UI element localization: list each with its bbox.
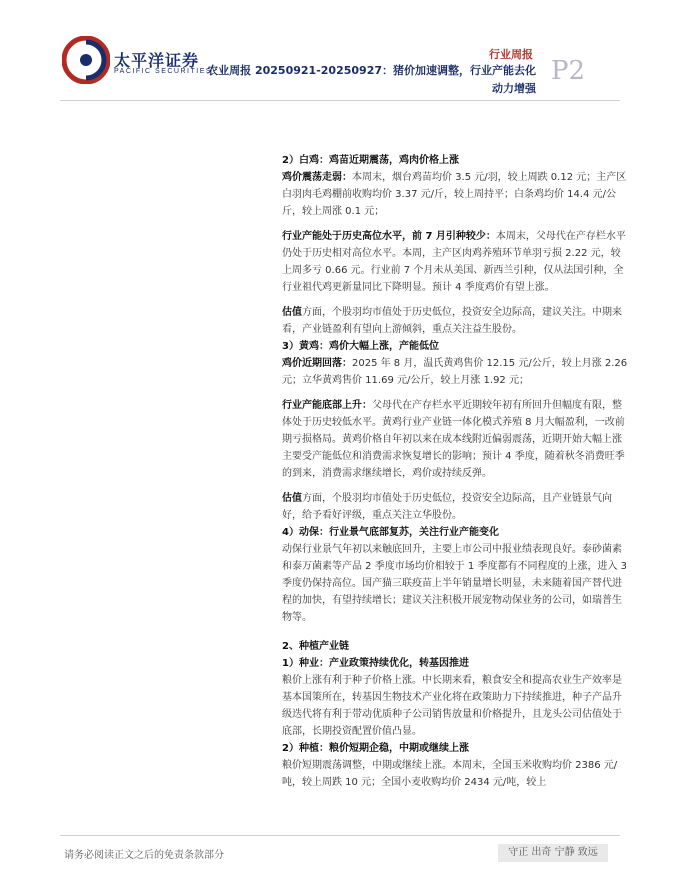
section-heading-white-chicken: 2）白鸡：鸡苗近期震荡，鸡肉价格上涨 — [282, 155, 459, 166]
paragraph-lead: 估值 — [282, 493, 302, 504]
paragraph: 粮价上涨有利于种子价格上涨。中长期来看，粮食安全和提高农业生产效率是基本国策所在，转基因生物技术产业化将在政策助力下持续推进，种子产品升级迭代将有利于带动优质种子公司销售放量和价格提升，且龙头公司估值处于底部，长期投资配置价值凸显。 — [282, 675, 622, 737]
paragraph — [282, 397, 629, 482]
doc-type-label: 行业周报 — [489, 48, 533, 61]
paragraph-text: 本周末，父母代在产存栏水平仍处于历史相对高位水平。本周，主产区肉鸡养殖环节单羽亏损 2.22 元，较上周多亏 0.66 元。行业前 7 个月未从美国、新西兰引种，仅从法国引种，全行业祖代鸡更新量同比下降明显。预计 4 季度鸡价有望上涨。 — [282, 231, 626, 293]
paragraph — [282, 228, 629, 296]
main-content — [282, 152, 629, 791]
brand-name-en: PACIFIC SECURITIES — [114, 68, 213, 75]
section-heading-yellow-chicken: 3）黄鸡：鸡价大幅上涨，产能低位 — [282, 341, 439, 352]
page-number: P2 — [551, 56, 586, 86]
brand-name-cn: 太平洋证券 — [114, 51, 200, 70]
footer-disclaimer: 请务必阅读正文之后的免责条款部分 — [64, 850, 224, 861]
paragraph — [282, 490, 629, 524]
report-title: 农业周报 20250921-20250927：猪价加速调整，行业产能去化动力增强 — [207, 64, 536, 95]
section-heading-animal-health: 4）动保：行业景气底部复苏，关注行业产能变化 — [282, 527, 499, 538]
paragraph-lead: 估值 — [282, 307, 302, 318]
header-divider — [60, 100, 620, 101]
section-heading-planting-chain: 2、种植产业链 — [282, 641, 349, 652]
paragraph-text: 方面，个股羽均市值处于历史低位，投资安全边际高，建议关注。中期来看，产业链盈利有望向上游倾斜，重点关注益生股份。 — [282, 307, 622, 335]
paragraph-text: 本周末，烟台鸡苗均价 3.5 元/羽，较上周跌 0.12 元；主产区白羽肉毛鸡棚前收购均价 3.37 元/斤，较上周持平；白条鸡均价 14.4 元/公斤，较上周涨 0.1 元； — [282, 172, 627, 217]
paragraph-text: 2025 年 8 月，温氏黄鸡售价 12.15 元/公斤，较上月涨 2.26 元；立华黄鸡售价 11.69 元/公斤，较上月涨 1.92 元； — [282, 358, 628, 386]
footer-divider — [60, 835, 620, 836]
paragraph-lead: 行业产能底部上升： — [282, 400, 372, 411]
paragraph — [282, 169, 629, 220]
section-heading-seed-industry: 1）种业：产业政策持续优化，转基因推进 — [282, 658, 469, 669]
footer-slogan: 守正 出奇 宁静 致远 — [498, 844, 608, 862]
pacific-securities-logo-icon — [62, 36, 110, 84]
paragraph: 动保行业景气年初以来触底回升，主要上市公司中报业绩表现良好。泰砂菌素和泰万菌素等产品 2 季度市场均价相较于 1 季度都有不同程度的上涨，进入 3 季度仍保持高位。国产猫三联疫苗上半年销量增长明显，未来随着国产替代进程的加快，有望持续增长；建议关注积极开展宠物动保业务的公司，如瑞普生物等。 — [282, 544, 627, 623]
paragraph — [282, 304, 629, 338]
paragraph-text: 父母代在产存栏水平近期较年初有所回升但幅度有限，整体处于历史较低水平。黄鸡行业产业链一体化模式养殖 8 月大幅盈利，一改前期亏损格局。黄鸡价格自年初以来在成本线附近偏弱震荡，近期开始大幅上涨主要受产能低位和消费需求恢复增长的影响；预计 4 季度，随着秋冬消费旺季的到来，消费需求继续增长，鸡价或持续反弹。 — [282, 400, 625, 479]
page-header — [0, 0, 681, 110]
section-heading-planting: 2）种植：粮价短期企稳，中期或继续上涨 — [282, 743, 469, 754]
paragraph-lead: 鸡价震荡走弱： — [282, 172, 352, 183]
paragraph-text: 方面，个股羽均市值处于历史低位，投资安全边际高，且产业链景气向好，给予看好评级，重点关注立华股份。 — [282, 493, 612, 521]
paragraph-lead: 行业产能处于历史高位水平，前 7 月引种较少： — [282, 231, 496, 242]
paragraph-lead: 鸡价近期回落： — [282, 358, 352, 369]
paragraph: 粮价短期震荡调整，中期或继续上涨。本周末，全国玉米收购均价 2386 元/吨，较上周跌 10 元；全国小麦收购均价 2434 元/吨，较上 — [282, 760, 618, 788]
paragraph — [282, 355, 629, 389]
